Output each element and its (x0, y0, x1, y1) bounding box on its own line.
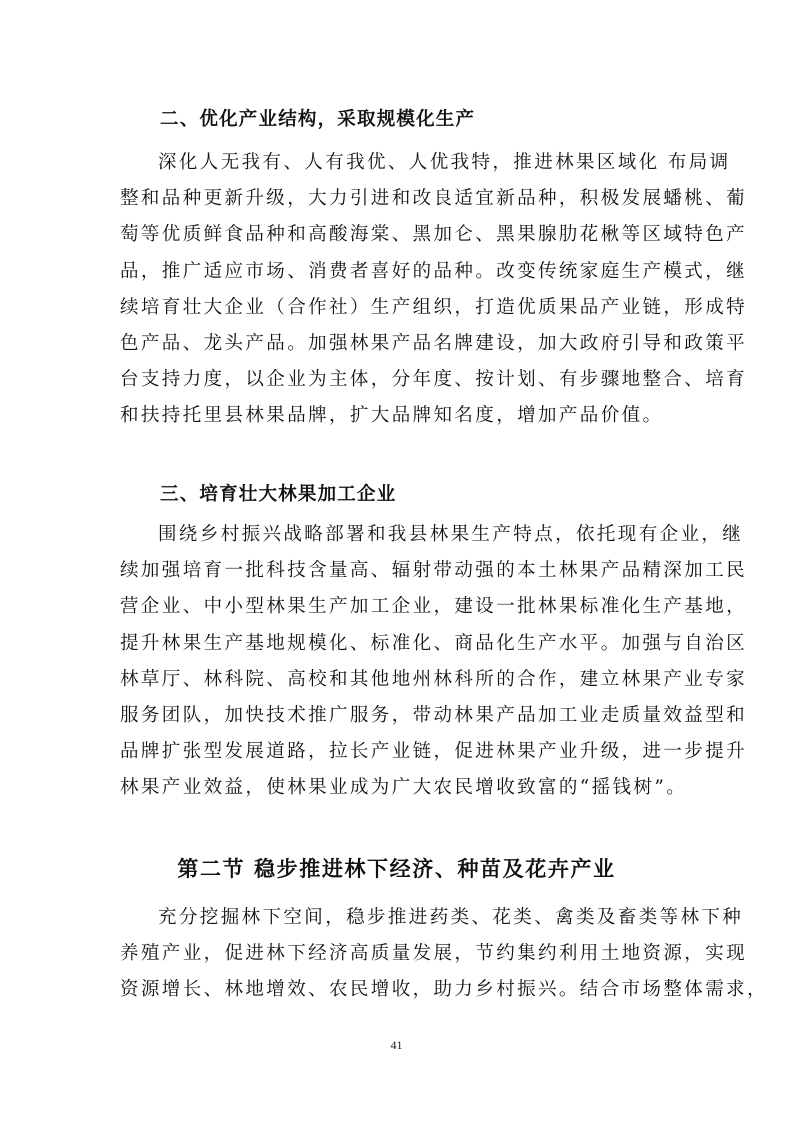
paragraph-line: 深化人无我有、人有我优、人优我特，推进林果区域化 布局调 (158, 152, 731, 173)
paragraph-optimize-structure (120, 145, 748, 435)
paragraph-processing-enterprises (120, 517, 748, 807)
paragraph-line: 围绕乡村振兴战略部署和我县林果生产特点，依托现有企业，继 (158, 524, 744, 545)
heading-processing-enterprises: 三、培育壮大林果加工企业 (160, 484, 397, 505)
paragraph-line: 整和品种更新升级，大力引进和改良适宜新品种，积极发展蟠桃、葡 (120, 188, 748, 210)
section-title: 第二节 稳步推进林下经济、种苗及花卉产业 (177, 856, 616, 881)
paragraph-line: 服务团队，加快技术推广服务，带动林果产品加工业走质量效益型和 (120, 704, 748, 726)
page-number: 41 (390, 1038, 403, 1052)
paragraph-line: 续加强培育一批科技含量高、辐射带动强的本土林果产品精深加工民 (120, 560, 748, 582)
paragraph-line: 色产品、龙头产品。加强林果产品名牌建设，加大政府引导和政策平 (120, 332, 748, 354)
paragraph-line: 提升林果生产基地规模化、标准化、商品化生产水平。加强与自治区 (120, 632, 748, 654)
paragraph-line: 品牌扩张型发展道路，拉长产业链，促进林果产业升级，进一步提升 (120, 741, 748, 763)
paragraph-understory-economy (120, 900, 768, 1009)
paragraph-line: 萄等优质鲜食品种和高酸海棠、黑加仑、黑果腺肋花楸等区域特色产 (120, 224, 748, 246)
paragraph-line: 续培育壮大企业（合作社）生产组织，打造优质果品产业链，形成特 (120, 296, 748, 318)
paragraph-line: 充分挖掘林下空间，稳步推进药类、花类、禽类及畜类等林下种 (158, 907, 744, 928)
heading-optimize-structure: 二、优化产业结构，采取规模化生产 (160, 109, 476, 130)
paragraph-line: 营企业、中小型林果生产加工企业，建设一批林果标准化生产基地， (120, 596, 748, 618)
paragraph-line: 林果产业效益，使林果业成为广大农民增收致富的“摇钱树”。 (120, 777, 688, 799)
paragraph-line: 台支持力度，以企业为主体，分年度、按计划、有步骤地整合、培育 (120, 369, 748, 391)
paragraph-line: 养殖产业，促进林下经济高质量发展，节约集约利用土地资源，实现 (120, 943, 748, 965)
paragraph-line: 品，推广适应市场、消费者喜好的品种。改变传统家庭生产模式，继 (120, 260, 748, 282)
paragraph-line: 林草厅、林科院、高校和其他地州林科所的合作，建立林果产业专家 (120, 668, 748, 690)
paragraph-line: 和扶持托里县林果品牌，扩大品牌知名度，增加产品价值。 (120, 405, 664, 427)
paragraph-line: 资源增长、林地增效、农民增收，助力乡村振兴。结合市场整体需求， (120, 979, 768, 1001)
